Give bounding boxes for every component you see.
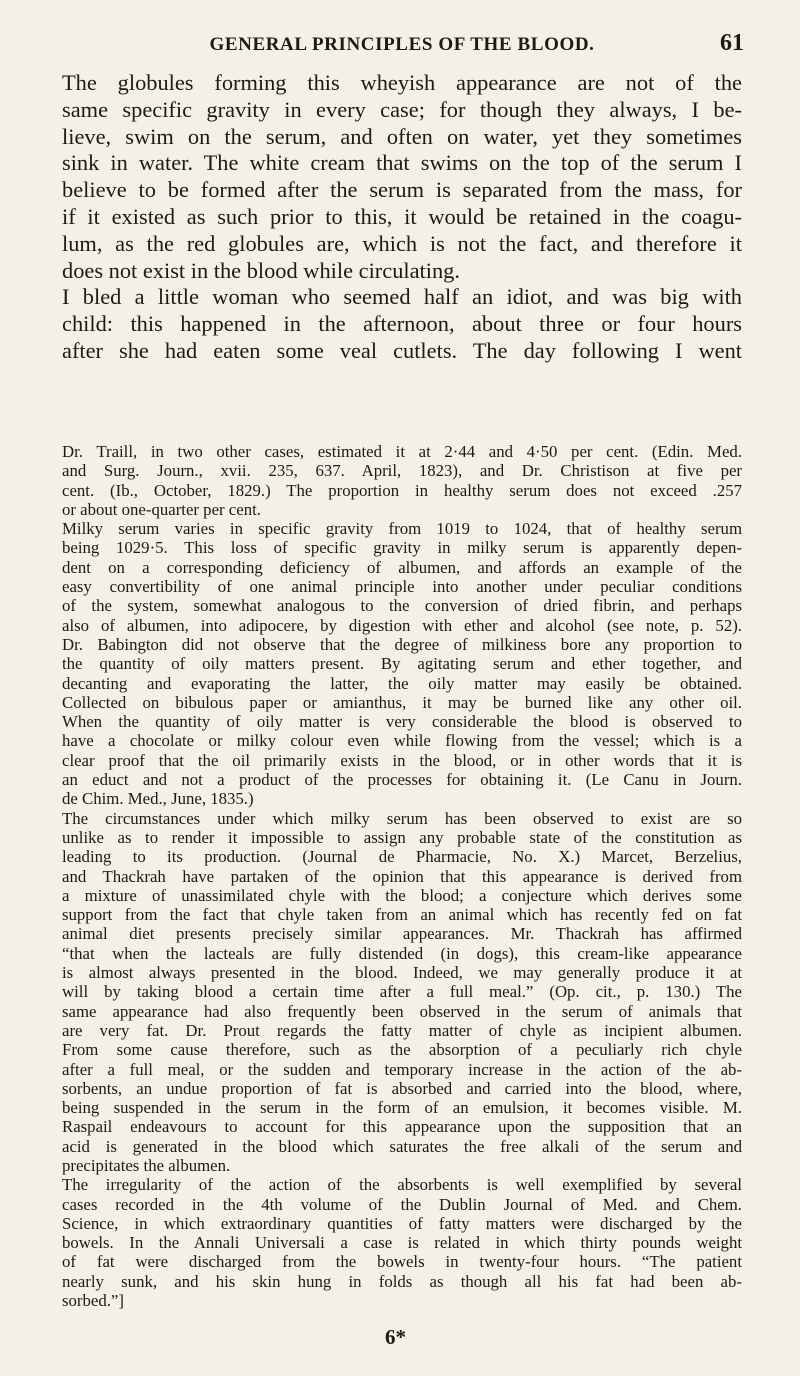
main-line: child: this happened in the afternoon, about three or four hours xyxy=(62,311,742,337)
note-line: Collected on bibulous paper or amianthus, it may be burned like any other oil. xyxy=(62,692,742,712)
page-number: 61 xyxy=(720,30,744,56)
note-line: clear proof that the oil primarily exists in the blood, or in other words that it is xyxy=(62,750,742,770)
main-line: I bled a little woman who seemed half an idiot, and was big with xyxy=(62,284,742,310)
note-line: precipitates the albumen. xyxy=(62,1155,231,1175)
note-line: being suspended in the serum in the form of an emulsion, it becomes visible. M. xyxy=(62,1098,742,1118)
note-line: Dr. Traill, in two other cases, estimated it at 2·44 and 4·50 per cent. (Edin. Med. xyxy=(62,442,742,461)
note-line: an educt and not a product of the processes for obtaining it. (Le Canu in Journ. xyxy=(62,770,742,790)
main-line: The globules forming this wheyish appearance are not of the xyxy=(62,70,742,95)
note-line: The irregularity of the action of the absorbents is well exemplified by several xyxy=(62,1175,742,1195)
note-line: cent. (Ib., October, 1829.) The proportion in healthy serum does not exceed .257 xyxy=(62,480,742,500)
main-line: sink in water. The white cream that swims on the top of the serum I xyxy=(62,150,742,176)
note-line: and Thackrah have partaken of the opinion that this appearance is derived from xyxy=(62,866,742,886)
note-line: a mixture of unassimilated chyle with the blood; a conjecture which derives some xyxy=(62,885,742,905)
note-line: the quantity of oily matters present. By agitating serum and ether together, and xyxy=(62,654,742,674)
note-line: acid is generated in the blood which saturates the free alkali of the serum and xyxy=(62,1136,742,1156)
note-line: Science, in which extraordinary quantities of fatty matters were discharged by the xyxy=(62,1213,742,1233)
main-line: after she had eaten some veal cutlets. The day following I went xyxy=(62,337,742,363)
note-line: nearly sunk, and his skin hung in folds as though all his fat had been ab- xyxy=(62,1271,742,1291)
note-line: de Chim. Med., June, 1835.) xyxy=(62,789,254,809)
note-line: sorbed.”] xyxy=(62,1291,124,1311)
footnote-block xyxy=(62,442,742,1310)
running-title: GENERAL PRINCIPLES OF THE BLOOD. xyxy=(209,34,595,55)
note-line: being 1029·5. This loss of specific gravity in milky serum is apparently depen- xyxy=(62,538,742,558)
note-line: support from the fact that chyle taken from an animal which has recently fed on fat xyxy=(62,905,742,925)
note-line: cases recorded in the 4th volume of the Dublin Journal of Med. and Chem. xyxy=(62,1194,742,1214)
note-line: The circumstances under which milky serum has been observed to exist are so xyxy=(62,808,742,828)
main-line: lum, as the red globules are, which is not the fact, and therefore it xyxy=(62,230,742,256)
note-line: after a full meal, or the sudden and temporary increase in the action of the ab- xyxy=(62,1059,742,1079)
note-line: When the quantity of oily matter is very considerable the blood is observed to xyxy=(62,712,742,732)
main-line: same specific gravity in every case; for though they always, I be- xyxy=(62,96,742,122)
note-line: or about one-quarter per cent. xyxy=(62,499,261,519)
main-line: lieve, swim on the serum, and often on water, yet they sometimes xyxy=(62,123,742,149)
main-text xyxy=(62,70,742,365)
note-line: will by taking blood a certain time after a full meal.” (Op. cit., p. 130.) The xyxy=(62,982,742,1002)
note-line: decanting and evaporating the latter, the oily matter may easily be obtained. xyxy=(62,673,742,693)
note-line: of the system, somewhat analogous to the conversion of dried fibrin, and perhaps xyxy=(62,596,742,616)
note-line: “that when the lacteals are fully distended (in dogs), this cream-like appearance xyxy=(62,943,742,963)
note-line: and Surg. Journ., xvii. 235, 637. April, 1823), and Dr. Christison at five per xyxy=(62,461,742,481)
signature-mark: 6* xyxy=(385,1325,406,1349)
note-line: of fat were discharged from the bowels in twenty-four hours. “The patient xyxy=(62,1252,742,1272)
note-line: dent on a corresponding deficiency of albumen, and affords an example of the xyxy=(62,557,742,577)
note-line: sorbents, an undue proportion of fat is absorbed and carried into the blood, where, xyxy=(62,1078,742,1098)
running-head xyxy=(62,30,742,60)
note-line: have a chocolate or milky colour even while flowing from the vessel; which is a xyxy=(62,731,742,751)
main-line: if it existed as such prior to this, it would be retained in the coagu- xyxy=(62,203,742,229)
main-line: does not exist in the blood while circulating. xyxy=(62,257,460,283)
note-line: unlike as to render it impossible to assign any probable state of the constitution as xyxy=(62,827,742,847)
note-line: bowels. In the Annali Universali a case is related in which thirty pounds weight xyxy=(62,1233,742,1253)
note-line: leading to its production. (Journal de Pharmacie, No. X.) Marcet, Berzelius, xyxy=(62,847,742,867)
main-line: believe to be formed after the serum is separated from the mass, for xyxy=(62,177,742,203)
note-line: easy convertibility of one animal principle into another under peculiar conditions xyxy=(62,577,742,597)
note-line: also of albumen, into adipocere, by digestion with ether and alcohol (see note, p. 52). xyxy=(62,615,742,635)
note-line: Dr. Babington did not observe that the degree of milkiness bore any proportion to xyxy=(62,634,742,654)
note-line: Milky serum varies in specific gravity from 1019 to 1024, that of healthy serum xyxy=(62,519,742,539)
note-line: From some cause therefore, such as the absorption of a peculiarly rich chyle xyxy=(62,1040,742,1060)
note-line: animal diet presents precisely similar appearances. Mr. Thackrah has affirmed xyxy=(62,924,742,944)
note-line: is almost always presented in the blood. Indeed, we may generally produce it at xyxy=(62,963,742,983)
note-line: Raspail endeavours to account for this appearance upon the supposition that an xyxy=(62,1117,742,1137)
note-line: are very fat. Dr. Prout regards the fatty matter of chyle as incipient albumen. xyxy=(62,1020,742,1040)
note-line: same appearance had also frequently been observed in the serum of animals that xyxy=(62,1001,742,1021)
